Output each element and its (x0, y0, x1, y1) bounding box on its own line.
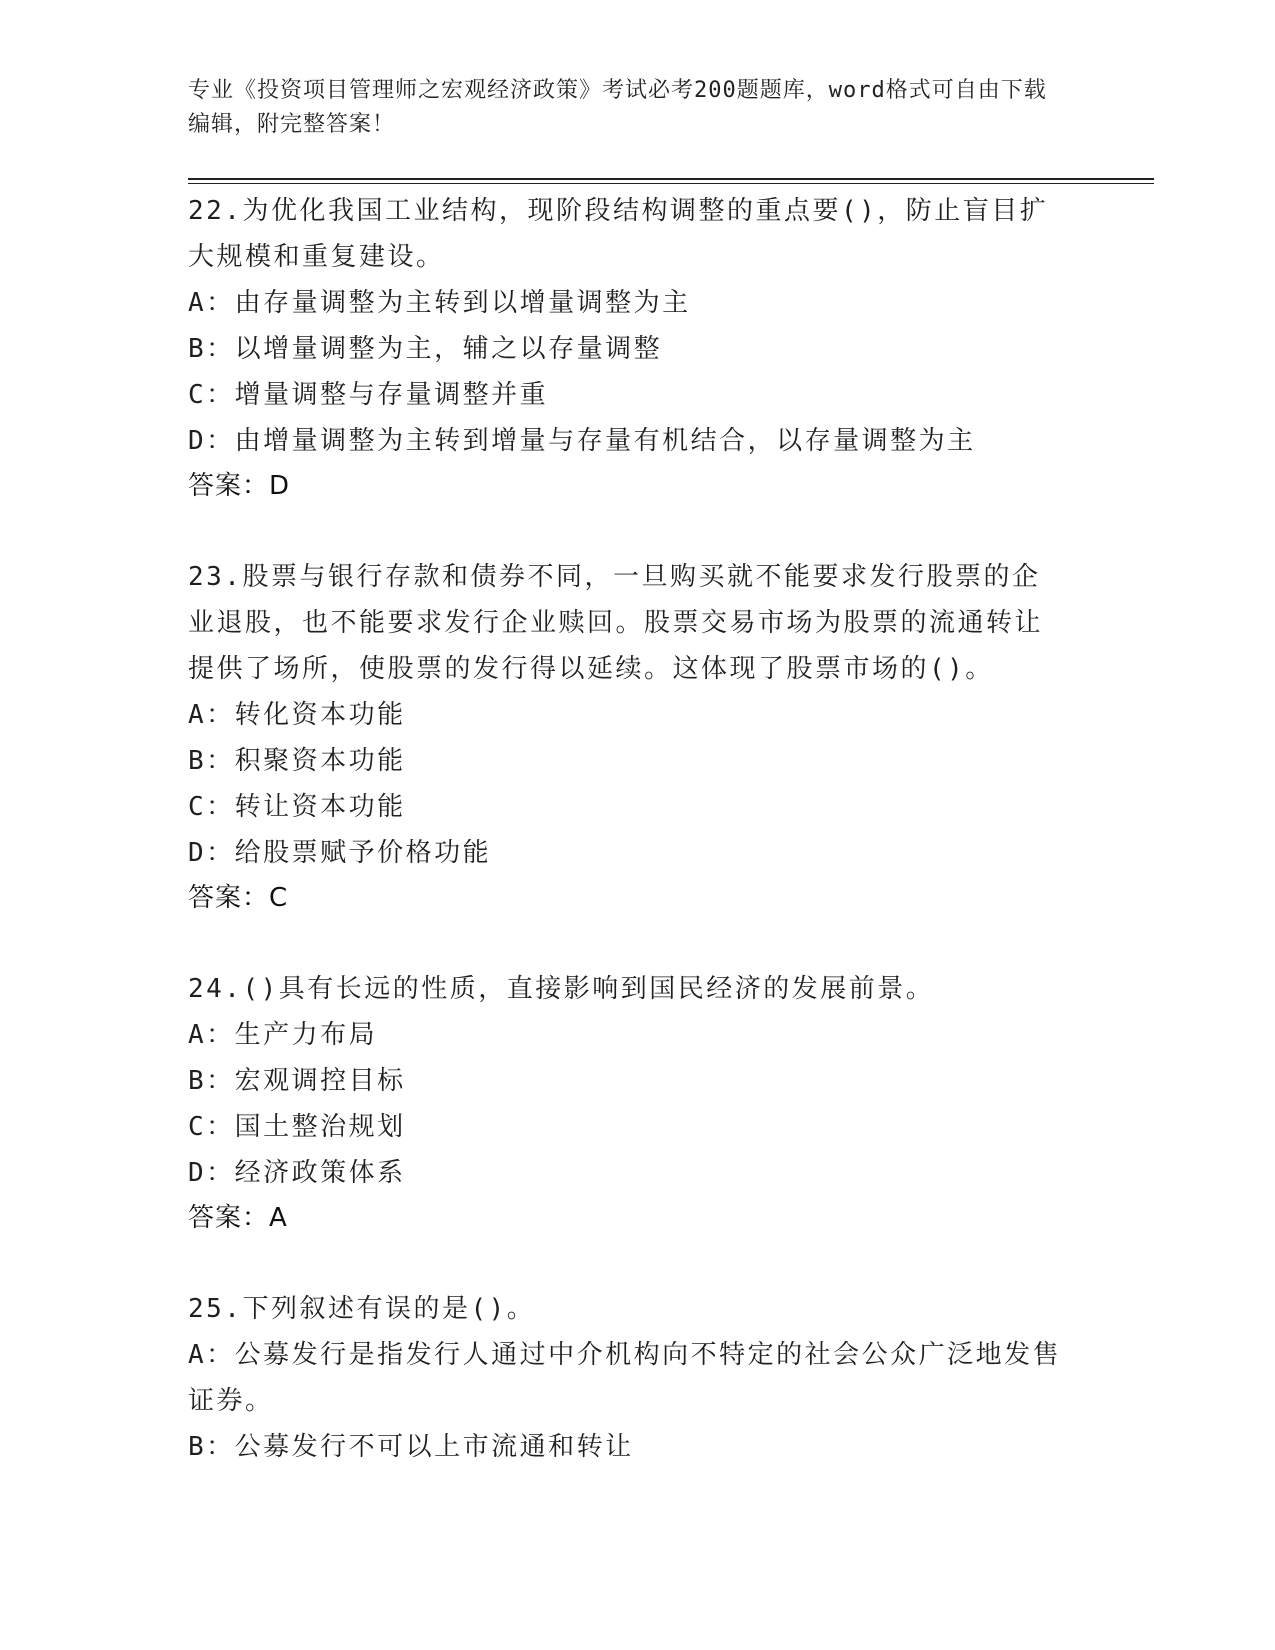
option-a: A：由存量调整为主转到以增量调整为主 (188, 288, 691, 318)
header-divider-thin (188, 183, 1154, 184)
answer-value: D (269, 471, 290, 501)
answer-line (188, 876, 1088, 920)
option-b: B：宏观调控目标 (188, 1066, 406, 1096)
option-b: B：公募发行不可以上市流通和转让 (188, 1432, 634, 1462)
answer-line (188, 464, 1088, 508)
question-22 (188, 188, 1088, 508)
option-a: A：生产力布局 (188, 1020, 378, 1050)
document-header: 专业《投资项目管理师之宏观经济政策》考试必考200题题库，word格式可自由下载编辑，附完整答案！ (188, 78, 1047, 137)
option-c: C：增量调整与存量调整并重 (188, 380, 549, 410)
option-b: B：以增量调整为主，辅之以存量调整 (188, 334, 663, 364)
question-23 (188, 554, 1088, 920)
question-stem: 25.下列叙述有误的是()。 (188, 1294, 536, 1324)
answer-line (188, 1196, 1088, 1240)
header-divider-thick (188, 178, 1154, 180)
question-list (188, 188, 1088, 1470)
option-d: D：给股票赋予价格功能 (188, 838, 492, 868)
answer-label: 答案： (188, 471, 270, 501)
option-d: D：经济政策体系 (188, 1158, 406, 1188)
answer-value: C (269, 883, 288, 913)
question-24 (188, 966, 1088, 1240)
option-a: A：公募发行是指发行人通过中介机构向不特定的社会公众广泛地发售证券。 (188, 1340, 1062, 1416)
question-25 (188, 1286, 1088, 1470)
option-d: D：由增量调整为主转到增量与存量有机结合，以存量调整为主 (188, 426, 976, 456)
option-a: A：转化资本功能 (188, 700, 406, 730)
answer-label: 答案： (188, 883, 270, 913)
option-c: C：国土整治规划 (188, 1112, 406, 1142)
answer-label: 答案： (188, 1203, 270, 1233)
answer-value: A (269, 1203, 287, 1233)
question-stem: 22.为优化我国工业结构，现阶段结构调整的重点要()，防止盲目扩大规模和重复建设。 (188, 196, 1049, 272)
option-b: B：积聚资本功能 (188, 746, 406, 776)
question-stem: 24.()具有长远的性质，直接影响到国民经济的发展前景。 (188, 974, 935, 1004)
question-stem: 23.股票与银行存款和债券不同，一旦购买就不能要求发行股票的企业退股，也不能要求发行企业赎回。股票交易市场为股票的流通转让提供了场所，使股票的发行得以延续。这体现了股票市场的()。 (188, 562, 1044, 684)
option-c: C：转让资本功能 (188, 792, 406, 822)
